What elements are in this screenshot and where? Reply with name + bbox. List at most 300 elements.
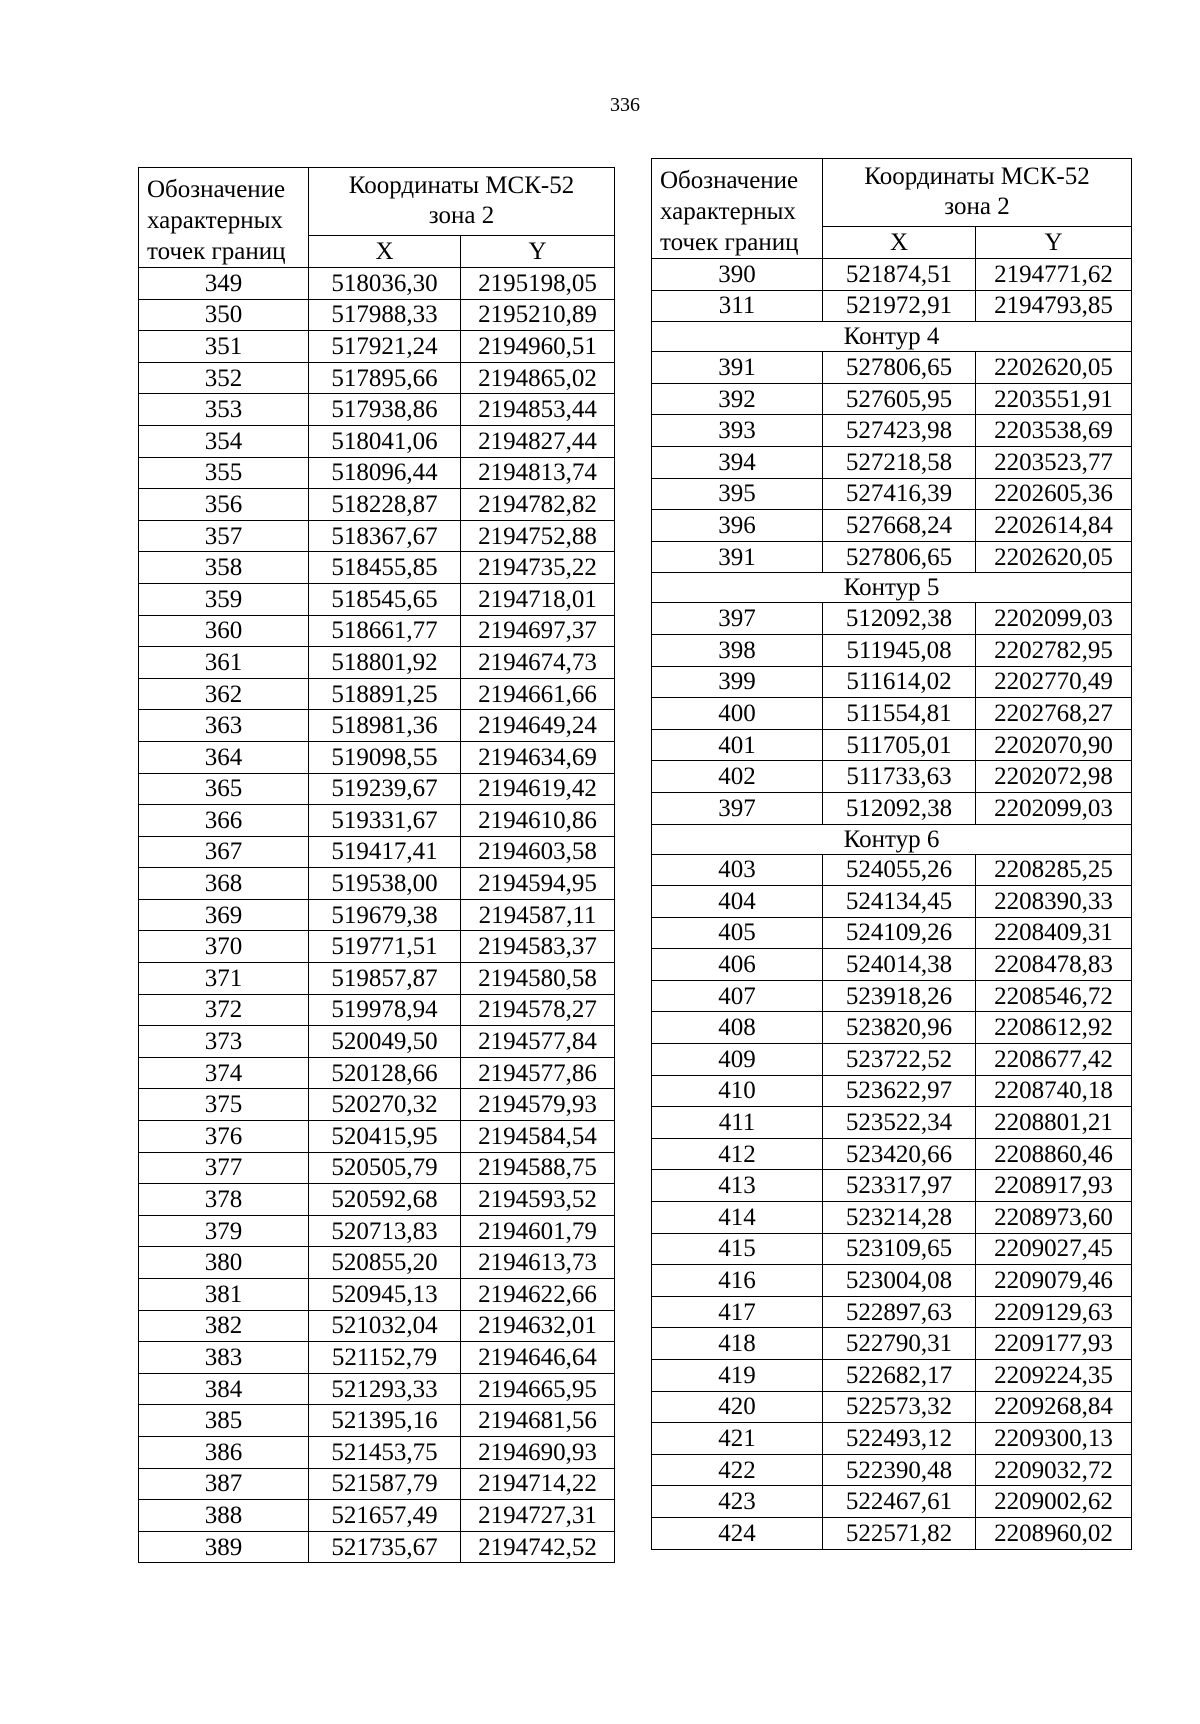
x-value: 523918,26 — [823, 980, 976, 1012]
table-row — [652, 1328, 1132, 1360]
x-value: 521657,49 — [309, 1500, 461, 1532]
y-value: 2208612,92 — [976, 1012, 1132, 1044]
label-line-2: характерных — [147, 207, 283, 234]
y-value: 2194813,74 — [461, 457, 615, 489]
y-value: 2208478,83 — [976, 949, 1132, 981]
x-value: 520855,20 — [309, 1247, 461, 1279]
x-value: 518981,36 — [309, 710, 461, 742]
table-row — [652, 854, 1132, 886]
x-value: 517921,24 — [309, 331, 461, 363]
point-number: 362 — [139, 678, 309, 710]
table-row — [139, 836, 615, 868]
table-row — [652, 1486, 1132, 1518]
label-line-3: точек границ — [147, 238, 286, 265]
point-number: 376 — [139, 1121, 309, 1153]
x-value: 520713,83 — [309, 1215, 461, 1247]
y-value: 2209027,45 — [976, 1233, 1132, 1265]
table-row — [139, 362, 615, 394]
table-row — [652, 1202, 1132, 1234]
y-value: 2208960,02 — [976, 1517, 1132, 1549]
table-row — [139, 1026, 615, 1058]
y-value: 2208409,31 — [976, 917, 1132, 949]
y-value: 2194727,31 — [461, 1500, 615, 1532]
table-row — [139, 1373, 615, 1405]
x-value: 523622,97 — [823, 1075, 976, 1107]
point-number: 368 — [139, 868, 309, 900]
y-value: 2194718,01 — [461, 583, 615, 615]
label-line-3: точек границ — [660, 229, 799, 256]
x-value: 518041,06 — [309, 425, 461, 457]
x-value: 519538,00 — [309, 868, 461, 900]
table-row — [652, 949, 1132, 981]
point-number: 391 — [652, 352, 823, 384]
x-value: 519098,55 — [309, 741, 461, 773]
point-number: 359 — [139, 583, 309, 615]
y-value: 2194634,69 — [461, 741, 615, 773]
y-value: 2194583,37 — [461, 931, 615, 963]
table-row — [652, 1360, 1132, 1392]
y-value: 2194681,56 — [461, 1405, 615, 1437]
x-value: 511733,63 — [823, 761, 976, 793]
point-number: 373 — [139, 1026, 309, 1058]
point-number: 352 — [139, 362, 309, 394]
y-value: 2208917,93 — [976, 1170, 1132, 1202]
y-value: 2209268,84 — [976, 1391, 1132, 1423]
x-value: 522897,63 — [823, 1296, 976, 1328]
y-value: 2194632,01 — [461, 1310, 615, 1342]
table-row — [139, 1152, 615, 1184]
y-value: 2194578,27 — [461, 994, 615, 1026]
point-number: 403 — [652, 854, 823, 886]
point-number: 414 — [652, 1202, 823, 1234]
x-value: 518891,25 — [309, 678, 461, 710]
x-value: 521972,91 — [823, 290, 976, 322]
table-row — [139, 583, 615, 615]
x-value: 527605,95 — [823, 383, 976, 415]
label-line-1: Обозначение — [660, 167, 799, 194]
x-value: 517895,66 — [309, 362, 461, 394]
point-number: 401 — [652, 729, 823, 761]
point-number: 365 — [139, 773, 309, 805]
y-value: 2194601,79 — [461, 1215, 615, 1247]
point-number: 378 — [139, 1184, 309, 1216]
table-row — [652, 478, 1132, 510]
table-row — [652, 1233, 1132, 1265]
point-number: 388 — [139, 1500, 309, 1532]
x-value: 521395,16 — [309, 1405, 461, 1437]
point-number: 422 — [652, 1454, 823, 1486]
point-label-header — [139, 168, 309, 268]
point-number: 402 — [652, 761, 823, 793]
y-value: 2194853,44 — [461, 394, 615, 426]
point-number: 420 — [652, 1391, 823, 1423]
table-row — [652, 1075, 1132, 1107]
point-number: 396 — [652, 510, 823, 542]
y-value: 2194752,88 — [461, 520, 615, 552]
table-row — [139, 1405, 615, 1437]
coords-line-1: Координаты МСК-52 — [348, 172, 575, 200]
point-number: 405 — [652, 917, 823, 949]
x-value: 523722,52 — [823, 1044, 976, 1076]
y-value: 2203523,77 — [976, 446, 1132, 478]
y-value: 2194649,24 — [461, 710, 615, 742]
y-value: 2203551,91 — [976, 383, 1132, 415]
x-value: 521293,33 — [309, 1373, 461, 1405]
table-row — [139, 299, 615, 331]
point-number: 410 — [652, 1075, 823, 1107]
point-number: 416 — [652, 1265, 823, 1297]
y-value: 2194577,84 — [461, 1026, 615, 1058]
table-row — [652, 792, 1132, 824]
y-value: 2194782,82 — [461, 489, 615, 521]
table-row — [652, 1454, 1132, 1486]
point-number: 424 — [652, 1517, 823, 1549]
point-number: 375 — [139, 1089, 309, 1121]
y-value: 2194579,93 — [461, 1089, 615, 1121]
y-value: 2194865,02 — [461, 362, 615, 394]
point-number: 397 — [652, 603, 823, 635]
coords-line-2: зона 2 — [428, 202, 495, 230]
table-row — [139, 1121, 615, 1153]
point-number: 382 — [139, 1310, 309, 1342]
point-number: 364 — [139, 741, 309, 773]
x-value: 512092,38 — [823, 792, 976, 824]
y-value: 2209177,93 — [976, 1328, 1132, 1360]
y-value: 2202614,84 — [976, 510, 1132, 542]
y-value: 2194580,58 — [461, 963, 615, 995]
table-row — [139, 994, 615, 1026]
y-value: 2202768,27 — [976, 698, 1132, 730]
table-row — [139, 710, 615, 742]
y-value: 2194771,62 — [976, 259, 1132, 291]
x-value: 521874,51 — [823, 259, 976, 291]
y-value: 2202072,98 — [976, 761, 1132, 793]
x-value: 520415,95 — [309, 1121, 461, 1153]
table-row — [139, 489, 615, 521]
point-number: 369 — [139, 899, 309, 931]
y-value: 2209224,35 — [976, 1360, 1132, 1392]
x-value: 522573,32 — [823, 1391, 976, 1423]
y-value: 2208546,72 — [976, 980, 1132, 1012]
x-value: 520270,32 — [309, 1089, 461, 1121]
point-number: 392 — [652, 383, 823, 415]
table-row — [139, 647, 615, 679]
table-row — [139, 268, 615, 300]
point-number: 350 — [139, 299, 309, 331]
point-number: 418 — [652, 1328, 823, 1360]
point-number: 409 — [652, 1044, 823, 1076]
x-value: 523522,34 — [823, 1107, 976, 1139]
x-value: 521735,67 — [309, 1531, 461, 1563]
x-value: 519331,67 — [309, 805, 461, 837]
x-value: 522682,17 — [823, 1360, 976, 1392]
y-value: 2194661,66 — [461, 678, 615, 710]
x-value: 522790,31 — [823, 1328, 976, 1360]
y-value: 2208390,33 — [976, 886, 1132, 918]
point-number: 363 — [139, 710, 309, 742]
y-value: 2194960,51 — [461, 331, 615, 363]
point-number: 384 — [139, 1373, 309, 1405]
point-number: 413 — [652, 1170, 823, 1202]
x-value: 522493,12 — [823, 1423, 976, 1455]
point-number: 397 — [652, 792, 823, 824]
x-value: 519857,87 — [309, 963, 461, 995]
contour-section-row — [652, 322, 1132, 352]
contour-section-row — [652, 573, 1132, 603]
table-row — [652, 383, 1132, 415]
point-number: 391 — [652, 541, 823, 573]
point-number: 377 — [139, 1152, 309, 1184]
point-number: 361 — [139, 647, 309, 679]
point-number: 399 — [652, 666, 823, 698]
table-row — [652, 1423, 1132, 1455]
point-number: 349 — [139, 268, 309, 300]
coordinates-header — [309, 168, 615, 236]
y-value: 2208740,18 — [976, 1075, 1132, 1107]
x-value: 518545,65 — [309, 583, 461, 615]
x-value: 512092,38 — [823, 603, 976, 635]
point-number: 404 — [652, 886, 823, 918]
x-value: 511945,08 — [823, 634, 976, 666]
point-number: 395 — [652, 478, 823, 510]
x-value: 517938,86 — [309, 394, 461, 426]
table-row — [652, 634, 1132, 666]
x-value: 522467,61 — [823, 1486, 976, 1518]
x-value: 519679,38 — [309, 899, 461, 931]
point-number: 381 — [139, 1279, 309, 1311]
y-value: 2208801,21 — [976, 1107, 1132, 1139]
y-value: 2195198,05 — [461, 268, 615, 300]
table-row — [139, 1057, 615, 1089]
coords-line-2: зона 2 — [944, 193, 1010, 221]
y-value: 2208860,46 — [976, 1138, 1132, 1170]
table-row — [652, 290, 1132, 322]
table-row — [139, 615, 615, 647]
table-row — [139, 552, 615, 584]
y-value: 2194665,95 — [461, 1373, 615, 1405]
point-number: 412 — [652, 1138, 823, 1170]
point-number: 390 — [652, 259, 823, 291]
point-number: 380 — [139, 1247, 309, 1279]
table-row — [139, 899, 615, 931]
table-row — [652, 1517, 1132, 1549]
coordinates-table-right — [651, 158, 1132, 1550]
point-number: 394 — [652, 446, 823, 478]
x-value: 520505,79 — [309, 1152, 461, 1184]
table-row — [139, 1310, 615, 1342]
x-value: 511705,01 — [823, 729, 976, 761]
point-number: 385 — [139, 1405, 309, 1437]
x-value: 523109,65 — [823, 1233, 976, 1265]
x-value: 523420,66 — [823, 1138, 976, 1170]
x-value: 524014,38 — [823, 949, 976, 981]
table-row — [652, 1107, 1132, 1139]
x-value: 524109,26 — [823, 917, 976, 949]
point-number: 372 — [139, 994, 309, 1026]
x-value: 523004,08 — [823, 1265, 976, 1297]
table-row — [652, 1265, 1132, 1297]
table-row — [652, 259, 1132, 291]
x-value: 520049,50 — [309, 1026, 461, 1058]
x-value: 527416,39 — [823, 478, 976, 510]
y-value: 2194613,73 — [461, 1247, 615, 1279]
table-row — [139, 394, 615, 426]
table-row — [652, 1012, 1132, 1044]
x-value: 518096,44 — [309, 457, 461, 489]
point-number: 383 — [139, 1342, 309, 1374]
table-row — [652, 352, 1132, 384]
table-row — [139, 805, 615, 837]
table-row — [652, 541, 1132, 573]
y-value: 2194610,86 — [461, 805, 615, 837]
y-value: 2202070,90 — [976, 729, 1132, 761]
x-value: 524055,26 — [823, 854, 976, 886]
point-number: 386 — [139, 1436, 309, 1468]
y-value: 2194603,58 — [461, 836, 615, 868]
point-number: 387 — [139, 1468, 309, 1500]
table-row — [652, 1170, 1132, 1202]
y-value: 2194714,22 — [461, 1468, 615, 1500]
x-value: 521453,75 — [309, 1436, 461, 1468]
label-line-2: характерных — [660, 198, 796, 225]
table-row — [652, 415, 1132, 447]
y-value: 2202620,05 — [976, 541, 1132, 573]
point-number: 419 — [652, 1360, 823, 1392]
table-row — [139, 457, 615, 489]
point-number: 411 — [652, 1107, 823, 1139]
point-number: 407 — [652, 980, 823, 1012]
y-value: 2202770,49 — [976, 666, 1132, 698]
point-number: 406 — [652, 949, 823, 981]
y-value: 2209079,46 — [976, 1265, 1132, 1297]
table-row — [139, 963, 615, 995]
point-number: 398 — [652, 634, 823, 666]
y-value: 2202605,36 — [976, 478, 1132, 510]
table-row — [139, 931, 615, 963]
point-number: 366 — [139, 805, 309, 837]
y-value: 2194622,66 — [461, 1279, 615, 1311]
table-row — [652, 917, 1132, 949]
table-row — [652, 1044, 1132, 1076]
table-row — [139, 425, 615, 457]
table-row — [652, 729, 1132, 761]
y-header: Y — [976, 226, 1132, 258]
y-value: 2194793,85 — [976, 290, 1132, 322]
y-value: 2209032,72 — [976, 1454, 1132, 1486]
point-number: 423 — [652, 1486, 823, 1518]
y-value: 2202099,03 — [976, 603, 1132, 635]
y-value: 2194690,93 — [461, 1436, 615, 1468]
point-number: 370 — [139, 931, 309, 963]
y-value: 2202099,03 — [976, 792, 1132, 824]
x-value: 520128,66 — [309, 1057, 461, 1089]
y-value: 2195210,89 — [461, 299, 615, 331]
x-value: 511614,02 — [823, 666, 976, 698]
y-value: 2194646,64 — [461, 1342, 615, 1374]
x-value: 521152,79 — [309, 1342, 461, 1374]
coords-line-1: Координаты МСК-52 — [864, 163, 1090, 191]
point-number: 374 — [139, 1057, 309, 1089]
x-value: 517988,33 — [309, 299, 461, 331]
x-value: 519417,41 — [309, 836, 461, 868]
y-value: 2194827,44 — [461, 425, 615, 457]
point-number: 393 — [652, 415, 823, 447]
table-row — [652, 1296, 1132, 1328]
point-number: 371 — [139, 963, 309, 995]
x-value: 522571,82 — [823, 1517, 976, 1549]
point-number: 400 — [652, 698, 823, 730]
x-value: 519771,51 — [309, 931, 461, 963]
table-row — [139, 1247, 615, 1279]
y-value: 2209002,62 — [976, 1486, 1132, 1518]
table-row — [652, 1138, 1132, 1170]
point-number: 356 — [139, 489, 309, 521]
x-value: 518367,67 — [309, 520, 461, 552]
table-row — [139, 773, 615, 805]
table-row — [652, 446, 1132, 478]
point-number: 353 — [139, 394, 309, 426]
point-label-header — [652, 159, 823, 259]
y-value: 2202620,05 — [976, 352, 1132, 384]
x-value: 518661,77 — [309, 615, 461, 647]
table-row — [139, 741, 615, 773]
x-value: 520592,68 — [309, 1184, 461, 1216]
y-value: 2203538,69 — [976, 415, 1132, 447]
table-row — [139, 678, 615, 710]
x-value: 519978,94 — [309, 994, 461, 1026]
y-value: 2194584,54 — [461, 1121, 615, 1153]
point-number: 415 — [652, 1233, 823, 1265]
y-value: 2194735,22 — [461, 552, 615, 584]
y-value: 2194742,52 — [461, 1531, 615, 1563]
contour-title: Контур 6 — [652, 824, 1132, 854]
x-value: 511554,81 — [823, 698, 976, 730]
table-row — [652, 510, 1132, 542]
x-value: 527218,58 — [823, 446, 976, 478]
point-number: 355 — [139, 457, 309, 489]
y-value: 2194697,37 — [461, 615, 615, 647]
point-number: 417 — [652, 1296, 823, 1328]
table-row — [139, 1531, 615, 1563]
point-number: 311 — [652, 290, 823, 322]
table-row — [652, 698, 1132, 730]
table-row — [139, 1089, 615, 1121]
y-value: 2194594,95 — [461, 868, 615, 900]
x-value: 527806,65 — [823, 541, 976, 573]
x-value: 527423,98 — [823, 415, 976, 447]
table-row — [652, 1391, 1132, 1423]
y-value: 2194588,75 — [461, 1152, 615, 1184]
x-value: 518801,92 — [309, 647, 461, 679]
y-header: Y — [461, 235, 615, 267]
y-value: 2194587,11 — [461, 899, 615, 931]
label-line-1: Обозначение — [147, 176, 286, 203]
point-number: 367 — [139, 836, 309, 868]
x-header: X — [309, 235, 461, 267]
x-value: 519239,67 — [309, 773, 461, 805]
table-row — [139, 1184, 615, 1216]
y-value: 2208285,25 — [976, 854, 1132, 886]
point-number: 421 — [652, 1423, 823, 1455]
table-row — [139, 331, 615, 363]
table-row — [652, 980, 1132, 1012]
table-row — [652, 603, 1132, 635]
table-row — [652, 666, 1132, 698]
coordinates-header — [823, 159, 1132, 227]
coordinates-table-left — [138, 167, 615, 1563]
table-row — [139, 1436, 615, 1468]
x-value: 524134,45 — [823, 886, 976, 918]
